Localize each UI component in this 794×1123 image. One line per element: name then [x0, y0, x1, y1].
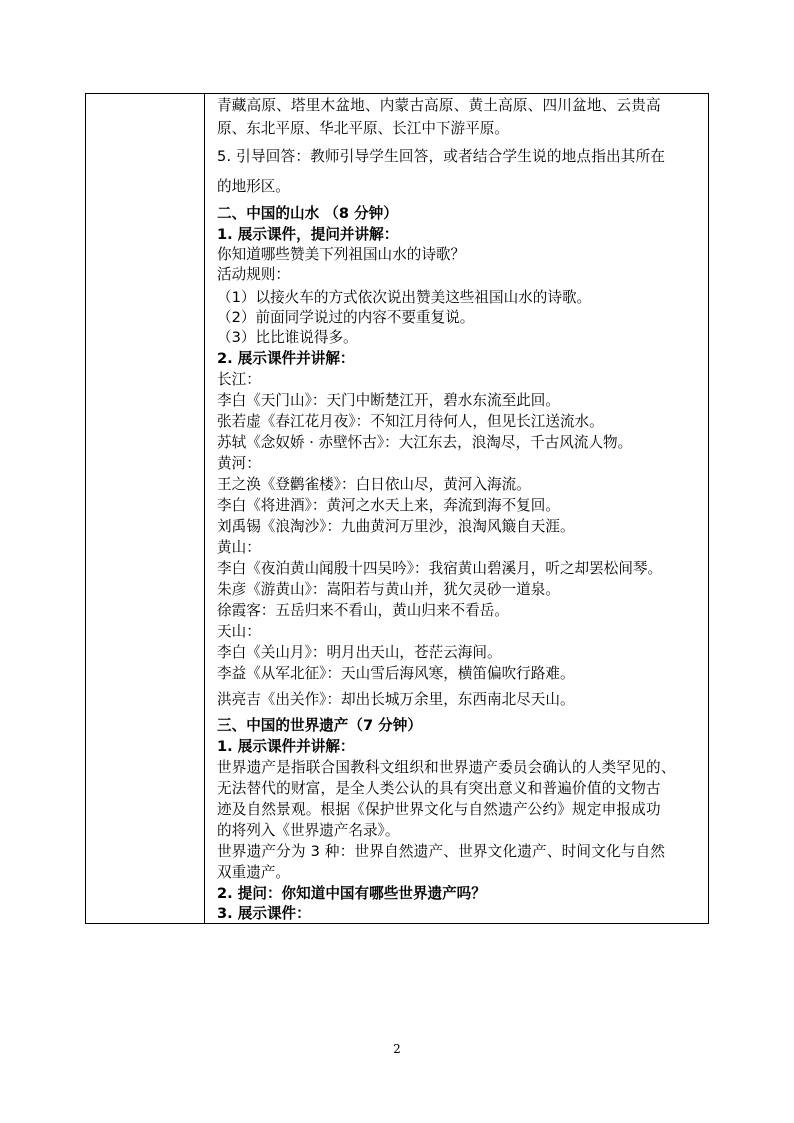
heritage-paragraph-line: 迹及自然景观。根据《保护世界文化与自然遗产公约》规定申报成功: [217, 801, 661, 818]
poem-group-label: 黄山：: [217, 539, 261, 556]
landform-list-line-1: 青藏高原、塔里木盆地、内蒙古高原、黄土高原、四川盆地、云贵高: [217, 97, 661, 114]
heritage-paragraph-line: 无法替代的财富，是全人类公认的具有突出意义和普遍价值的文物古: [217, 780, 661, 797]
section-heading-mountains-rivers: 二、中国的山水 （8 分钟）: [217, 205, 398, 222]
rule-item: （3）比比谁说得多。: [217, 329, 358, 346]
table-content-cell: [206, 94, 708, 923]
poem-line: 李白《将进酒》：黄河之水天上来，奔流到海不复回。: [217, 497, 560, 514]
heritage-types-line: 双重遗产。: [217, 864, 290, 881]
poem-line: 李益《从军北征》：天山雪后海风寒，横笛偏吹行路难。: [217, 665, 575, 682]
poem-line: 洪亮吉《出关作》：却出长城万余里，东西南北尽天山。: [217, 691, 575, 708]
paragraph-line: 你知道哪些赞美下列祖国山水的诗歌？: [217, 246, 466, 263]
rule-item: （1）以接火车的方式依次说出赞美这些祖国山水的诗歌。: [217, 289, 592, 306]
poem-group-label: 长江：: [217, 371, 261, 388]
landform-list-line-2: 原、东北平原、华北平原、长江中下游平原。: [217, 120, 509, 137]
guide-answer-line-1: 5. 引导回答：教师引导学生回答，或者结合学生说的地点指出其所在: [217, 148, 666, 165]
poem-line: 王之涣《登鹳雀楼》：白日依山尽，黄河入海流。: [217, 476, 531, 493]
step-heading: 3. 展示课件：: [217, 905, 311, 922]
table-left-cell: [86, 94, 205, 923]
poem-line: 苏轼《念奴娇 · 赤壁怀古》：大江东去，浪淘尽，千古风流人物。: [217, 434, 633, 451]
heritage-paragraph-line: 的将列入《世界遗产名录》。: [217, 822, 400, 839]
step-heading: 2. 提问：你知道中国有哪些世界遗产吗？: [217, 885, 486, 902]
poem-line: 李白《关山月》：明月出天山，苍茫云海间。: [217, 644, 502, 661]
guide-answer-line-2: 的地形区。: [217, 178, 290, 195]
heritage-types-line: 世界遗产分为 3 种：世界自然遗产、世界文化遗产、时间文化与自然: [217, 843, 666, 860]
rule-item: （2）前面同学说过的内容不要重复说。: [217, 309, 475, 326]
heritage-paragraph-line: 世界遗产是指联合国教科文组织和世界遗产委员会确认的人类罕见的、: [217, 759, 676, 776]
poem-line: 李白《天门山》：天门中断楚江开，碧水东流至此回。: [217, 392, 560, 409]
paragraph-line: 活动规则：: [217, 266, 290, 283]
lesson-plan-table: [85, 93, 709, 924]
section-heading-world-heritage: 三、中国的世界遗产（7 分钟）: [217, 717, 422, 734]
poem-group-label: 天山：: [217, 623, 261, 640]
step-heading: 1. 展示课件，提问并讲解：: [217, 226, 399, 243]
step-heading: 1. 展示课件并讲解：: [217, 738, 355, 755]
page-number: 2: [393, 1042, 401, 1056]
poem-line: 张若虚《春江花月夜》：不知江月待何人，但见长江送流水。: [217, 413, 604, 430]
poem-group-label: 黄河：: [217, 455, 261, 472]
poem-line: 徐霞客：五岳归来不看山，黄山归来不看岳。: [217, 602, 509, 619]
step-heading: 2. 展示课件并讲解：: [217, 350, 355, 367]
poem-line: 刘禹锡《浪淘沙》：九曲黄河万里沙，浪淘风簸自天涯。: [217, 518, 575, 535]
poem-line: 李白《夜泊黄山闻殷十四吴吟》：我宿黄山碧溪月，听之却罢松间琴。: [217, 560, 663, 577]
poem-line: 朱彦《游黄山》：嵩阳若与黄山并，犹欠灵砂一道泉。: [217, 581, 560, 598]
